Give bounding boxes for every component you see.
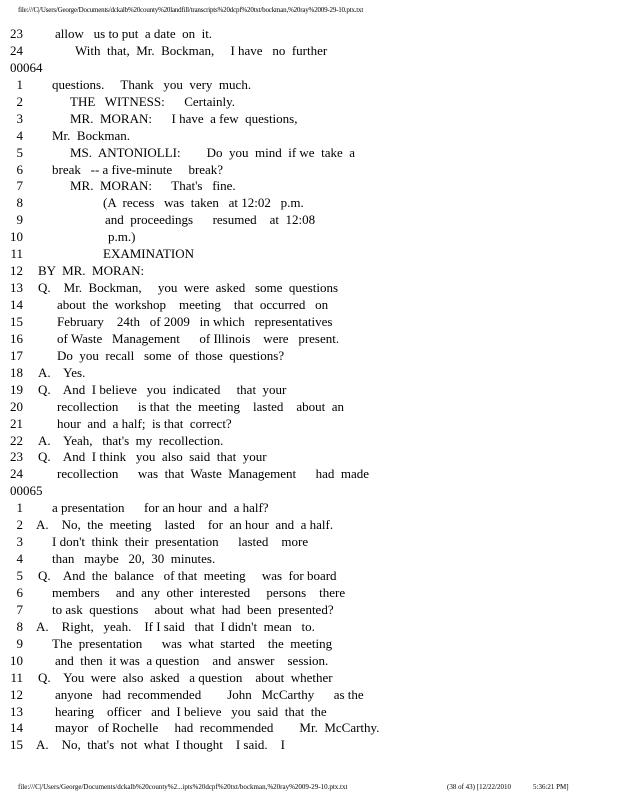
line-text: and proceedings resumed at 12:08 [105, 212, 316, 228]
line-text: recollection is that the meeting lasted about an [57, 398, 345, 414]
line-number: 9 [16, 212, 23, 228]
line-number: 23 [10, 449, 23, 465]
line-text: mayor of Rochelle had recommended Mr. McCarthy. [55, 720, 380, 736]
line-text: MR. MORAN: That's fine. [70, 178, 236, 194]
line-text: February 24th of 2009 in which representatives [57, 313, 333, 329]
line-text: I don't think their presentation lasted more [52, 534, 309, 550]
footer-page-info: (38 of 43) [12/22/2010 [447, 783, 511, 791]
line-text: Q. Mr. Bockman, you were asked some questions [38, 280, 339, 296]
line-text: A. No, that's not what I thought I said. I [36, 737, 285, 753]
transcript-line [0, 416, 618, 433]
line-text: MS. ANTONIOLLI: Do you mind if we take a [70, 144, 356, 160]
transcript-line [0, 26, 618, 43]
line-number: 4 [16, 551, 23, 567]
line-text: to ask questions about what had been presented? [52, 601, 334, 617]
transcript-line [0, 229, 618, 246]
line-text: Q. And I believe you indicated that your [38, 381, 287, 397]
line-number: 7 [16, 178, 23, 194]
line-number: 18 [10, 364, 23, 380]
line-number: 12 [10, 263, 23, 279]
line-text: Do you recall some of those questions? [57, 347, 285, 363]
page-number-label: 00065 [10, 483, 43, 499]
transcript-line [0, 43, 618, 60]
line-number: 13 [10, 280, 23, 296]
line-text: A. No, the meeting lasted for an hour and a half. [36, 517, 334, 533]
line-text: about the workshop meeting that occurred on [57, 297, 329, 312]
transcript-line [0, 178, 618, 195]
line-text: A. Yes. [38, 364, 86, 380]
line-number: 4 [16, 127, 23, 143]
page-number [0, 483, 618, 500]
transcript-body [0, 26, 618, 754]
line-text: THE WITNESS: Certainly. [70, 93, 236, 109]
line-number: 3 [16, 534, 23, 550]
line-number: 6 [16, 161, 23, 177]
transcript-line [0, 619, 618, 636]
transcript-line [0, 297, 618, 314]
transcript-line [0, 94, 618, 111]
transcript-line [0, 382, 618, 399]
transcript-line [0, 534, 618, 551]
line-text: With that, Mr. Bockman, I have no further [75, 42, 328, 58]
line-number: 10 [10, 652, 23, 668]
page-number [0, 60, 618, 77]
transcript-line [0, 314, 618, 331]
line-number: 1 [16, 500, 23, 516]
line-number: 13 [10, 703, 23, 719]
transcript-line [0, 365, 618, 382]
line-text: allow us to put a date on it. [55, 26, 213, 41]
line-number: 10 [10, 229, 23, 245]
transcript-line [0, 602, 618, 619]
transcript-line [0, 280, 618, 297]
line-text: a presentation for an hour and a half? [52, 500, 269, 516]
line-number: 5 [16, 568, 23, 583]
line-number: 15 [10, 737, 23, 753]
file-path-header: file:///C|/Users/George/Documents/dckalb%20county%20landfill/transcripts%20dcpf%20txt/bockman,%20ray%2009-29-10.ptx.txt [18, 6, 364, 14]
transcript-line [0, 77, 618, 94]
line-number: 22 [10, 432, 23, 448]
line-number: 9 [16, 635, 23, 651]
line-text: than maybe 20, 30 minutes. [52, 551, 216, 567]
footer-timestamp: 5:36:21 PM] [533, 783, 569, 791]
line-text: A. Yeah, that's my recollection. [38, 432, 224, 448]
line-text: hearing officer and I believe you said that the [55, 703, 327, 719]
line-number: 8 [16, 195, 23, 211]
line-number: 11 [10, 669, 23, 685]
transcript-line [0, 720, 618, 737]
line-text: Q. And the balance of that meeting was for board [38, 568, 337, 583]
line-text: Mr. Bockman. [52, 127, 130, 143]
line-number: 12 [10, 686, 23, 702]
line-text: of Waste Management of Illinois were present. [57, 330, 340, 346]
line-text: and then it was a question and answer session. [55, 652, 329, 668]
transcript-line [0, 737, 618, 754]
line-number: 16 [10, 330, 23, 346]
transcript-line [0, 653, 618, 670]
transcript-line [0, 568, 618, 585]
transcript-line [0, 195, 618, 212]
line-text: recollection was that Waste Management had made [57, 466, 370, 482]
line-number: 24 [10, 42, 23, 58]
transcript-line [0, 517, 618, 534]
line-number: 21 [10, 415, 23, 431]
transcript-line [0, 704, 618, 721]
line-number: 2 [16, 517, 23, 533]
line-text: p.m.) [108, 229, 136, 245]
line-text: (A recess was taken at 12:02 p.m. [103, 195, 304, 211]
transcript-line [0, 636, 618, 653]
page-number-label: 00064 [10, 59, 43, 75]
footer-file-path: file:///C|/Users/George/Documents/dckalb%20county%2...ipts%20dcpf%20txt/bockman,%20ray%2009-29-10.ptx.txt [18, 783, 348, 791]
line-text: BY MR. MORAN: [38, 263, 145, 279]
line-number: 11 [10, 246, 23, 262]
transcript-line [0, 500, 618, 517]
transcript-line [0, 331, 618, 348]
transcript-line [0, 111, 618, 128]
transcript-line [0, 348, 618, 365]
transcript-line [0, 263, 618, 280]
transcript-line [0, 449, 618, 466]
line-number: 2 [16, 93, 23, 109]
transcript-line [0, 162, 618, 179]
line-text: MR. MORAN: I have a few questions, [70, 110, 298, 126]
line-number: 23 [10, 26, 23, 41]
line-number: 17 [10, 347, 23, 363]
transcript-line [0, 585, 618, 602]
line-number: 20 [10, 398, 23, 414]
line-text: members and any other interested persons there [52, 584, 346, 600]
line-number: 15 [10, 313, 23, 329]
transcript-line [0, 128, 618, 145]
line-number: 14 [10, 720, 23, 736]
transcript-line [0, 246, 618, 263]
line-number: 19 [10, 381, 23, 397]
transcript-line [0, 212, 618, 229]
line-text: Q. And I think you also said that your [38, 449, 267, 465]
line-text: break -- a five-minute break? [52, 161, 224, 177]
line-text: Q. You were also asked a question about whether [38, 669, 333, 685]
line-text: hour and a half; is that correct? [57, 415, 232, 431]
line-text: A. Right, yeah. If I said that I didn't mean to. [36, 618, 315, 634]
line-number: 24 [10, 466, 23, 482]
transcript-line [0, 399, 618, 416]
transcript-line [0, 551, 618, 568]
line-number: 3 [16, 110, 23, 126]
line-number: 5 [16, 144, 23, 160]
line-number: 8 [16, 618, 23, 634]
transcript-line [0, 687, 618, 704]
line-number: 1 [16, 76, 23, 92]
transcript-line [0, 433, 618, 450]
transcript-line [0, 145, 618, 162]
line-number: 6 [16, 584, 23, 600]
line-text: EXAMINATION [103, 246, 194, 262]
transcript-line [0, 670, 618, 687]
line-number: 14 [10, 297, 23, 312]
line-text: The presentation was what started the meeting [52, 635, 333, 651]
line-text: anyone had recommended John McCarthy as the [55, 686, 364, 702]
transcript-line [0, 466, 618, 483]
line-number: 7 [16, 601, 23, 617]
line-text: questions. Thank you very much. [52, 76, 252, 92]
